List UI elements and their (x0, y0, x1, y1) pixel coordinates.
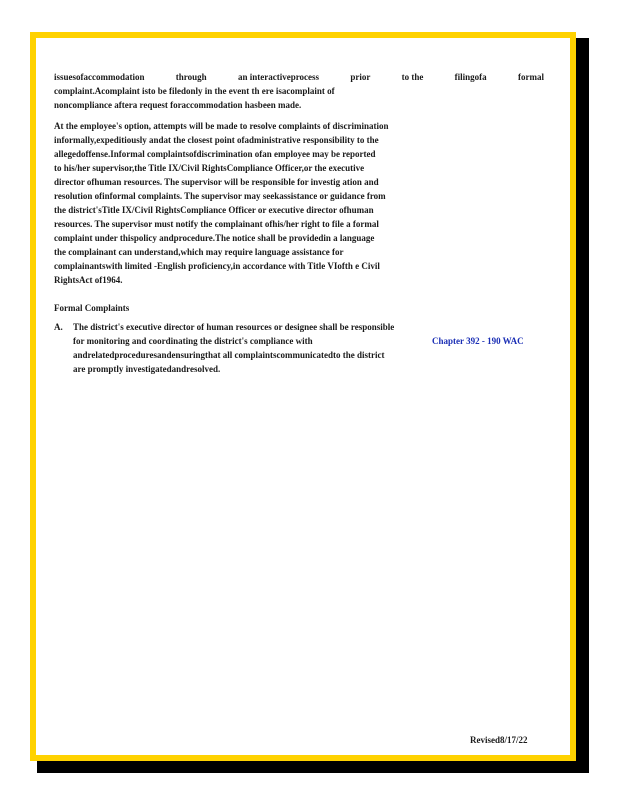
paragraph-line: the complainant can understand,which may require language assistance for (54, 247, 344, 257)
list-marker: A. (54, 322, 63, 332)
paragraph-line: to his/her supervisor,the Title IX/Civil RightsCompliance Officer,or the executive (54, 163, 365, 173)
paragraph-line: complaint.Acomplaint isto be filedonly in the event th ere isacomplaint of (54, 86, 335, 96)
paragraph-line: resources. The supervisor must notify the complainant ofhis/her right to file a formal (54, 219, 379, 229)
paragraph-line: allegedoffense.Informal complaintsofdiscrimination ofan employee may be reported (54, 149, 376, 159)
paragraph-line: noncompliance aftera request foraccommodation hasbeen made. (54, 100, 302, 110)
wac-reference-link[interactable]: Chapter 392 - 190 WAC (432, 336, 524, 346)
paragraph-line: At the employee's option, attempts will be made to resolve complaints of discrimination (54, 121, 389, 131)
list-item-line: andrelatedproceduresandensuringthat all complaintscommunicatedto the district (73, 350, 385, 360)
paragraph-line: RightsAct of1964. (54, 275, 123, 285)
word: to the (401, 72, 424, 82)
list-item-line: are promptly investigatedandresolved. (73, 364, 221, 374)
word: through (175, 72, 207, 82)
word: issuesofaccommodation (54, 72, 145, 82)
word: formal (517, 72, 544, 82)
paragraph-line: complainantswith limited -English proficiency,in accordance with Title VIofth e Civil (54, 261, 380, 271)
paragraph-line (54, 72, 544, 83)
paragraph-line: informally,expeditiously andat the closest point ofadministrative responsibility to the (54, 135, 379, 145)
paragraph-line: director ofhuman resources. The supervisor will be responsible for investig ation and (54, 177, 379, 187)
list-item-line: for monitoring and coordinating the district's compliance with (73, 336, 313, 346)
paragraph-line: the district'sTitle IX/Civil RightsCompliance Officer or executive director ofhuman (54, 205, 374, 215)
paragraph-line: complaint under thispolicy andprocedure.The notice shall be providedin a language (54, 233, 375, 243)
word: filingofa (454, 72, 487, 82)
word: an interactiveprocess (237, 72, 320, 82)
word: prior (350, 72, 371, 82)
section-heading: Formal Complaints (54, 303, 130, 313)
paragraph-line: resolution ofinformal complaints. The supervisor may seekassistance or guidance from (54, 191, 386, 201)
revision-date: Revised8/17/22 (470, 735, 528, 745)
list-item-line: The district's executive director of human resources or designee shall be responsible (73, 322, 395, 332)
